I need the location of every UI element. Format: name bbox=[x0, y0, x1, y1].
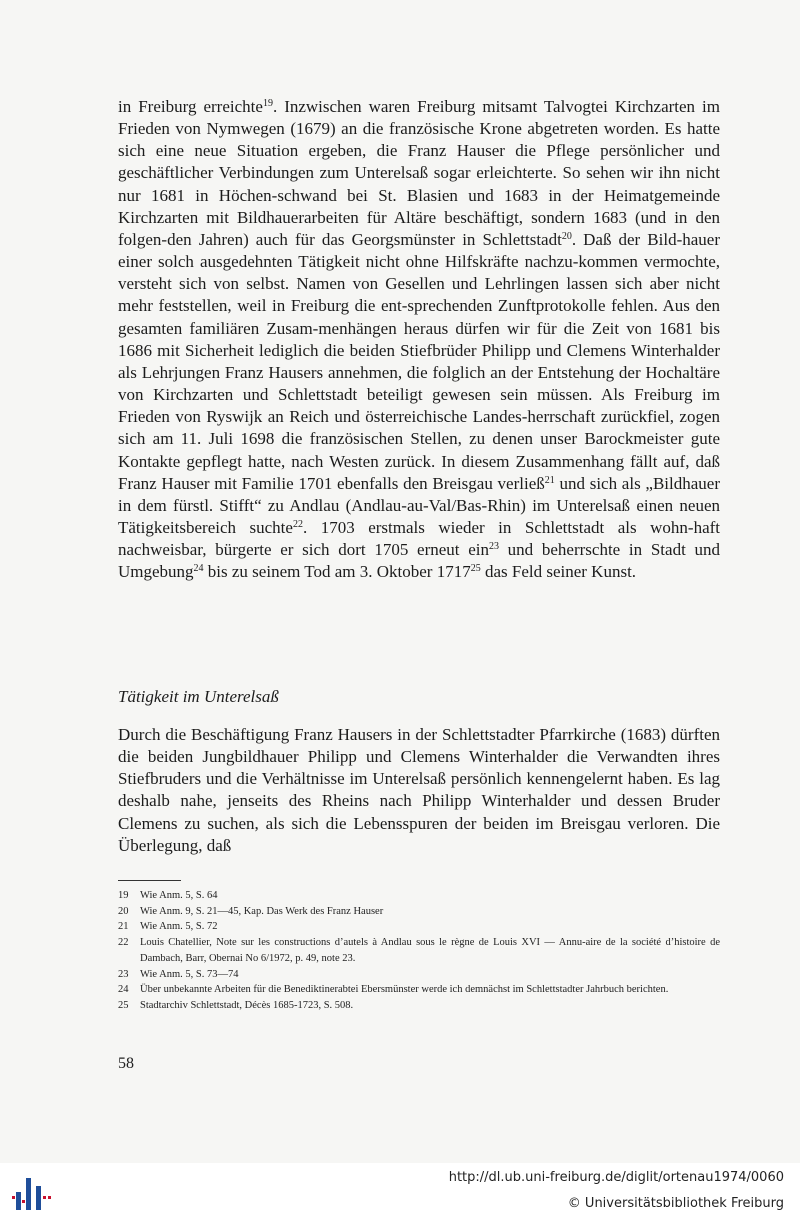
footnote-divider bbox=[118, 880, 181, 881]
body-paragraph-2: Durch die Beschäftigung Franz Hausers in der Schlettstadter Pfarrkirche (1683) dürften die beiden Jungbildhauer Philipp und Clemens Winterhalder die Verwandten ihres Stiefbruders und die Verhältnisse im Unterelsaß persönlich kennengelernt haben. Es lag deshalb nahe, jenseits des Rheins nach Philipp Winterhalder und dessen Bruder Clemens zu suchen, als sich die Lebensspuren der beiden im Breisgau verloren. Die Überlegung, daß bbox=[118, 725, 720, 855]
footnote-number: 19 bbox=[118, 890, 129, 901]
footnotes bbox=[118, 888, 720, 1014]
text-segment: bis zu seinem Tod am 3. Oktober 1717 bbox=[203, 562, 471, 582]
footnote-number: 21 bbox=[118, 921, 129, 933]
footnote-ref-25: 25 bbox=[470, 563, 481, 575]
footnote-ref-24: 24 bbox=[193, 563, 204, 575]
footnote-25 bbox=[118, 998, 720, 1014]
footnote-number: 25 bbox=[118, 999, 129, 1011]
footnote-20 bbox=[118, 904, 720, 920]
section-heading: Tätigkeit im Unterelsaß bbox=[118, 687, 279, 706]
footnote-number: 23 bbox=[118, 968, 129, 980]
text-segment: . Daß der Bild-hauer einer solch ausgedehnten Tätigkeit nicht ohne Hilfskräfte nachzu-kommen vermochte, versteht sich von selbst. Namen von Gesellen und Lehrlingen lassen sich aber nicht mehr feststellen, weil in Freiburg die ent-sprechenden Zunftprotokolle fehlen. Aus den gesamten familiären Zusam-menhängen heraus dürfen wir für die Zeit von 1681 bis 1686 mit Sicherheit lediglich die beiden Stiefbrüder Philipp und Clemens Winterhalder als Lehrjungen Franz Hausers annehmen, die folglich an der Entstehung der Hochaltäre von Kirchzarten und Schlettstadt beteiligt gewesen sein müssen. Als Freiburg im Frieden von Ryswijk an Reich und österreichische Landes-herrschaft zurückfiel, zogen sich am 11. Juli 1698 die französischen Stellen, zu denen unser Barockmeister gute Kontakte gepflegt hatte, nach Westen zurück. In diesem Zusammenhang fällt auf, daß Franz Hauser mit Familie 1701 ebenfalls den Breisgau verließ bbox=[118, 229, 720, 493]
footnote-number: 22 bbox=[118, 937, 129, 949]
footnote-text: Wie Anm. 5, S. 64 bbox=[140, 890, 218, 901]
footnote-23 bbox=[118, 967, 720, 983]
footnote-text: Wie Anm. 5, S. 73—74 bbox=[140, 968, 239, 980]
ub-freiburg-logo-icon bbox=[12, 1170, 52, 1214]
page-number: 58 bbox=[118, 1055, 134, 1072]
copyright-notice: © Universitätsbibliothek Freiburg bbox=[567, 1196, 784, 1211]
footnote-ref-22: 22 bbox=[292, 518, 303, 530]
source-url-link[interactable]: http://dl.ub.uni-freiburg.de/diglit/ortenau1974/0060 bbox=[448, 1170, 784, 1185]
text-segment: und sich als „Bildhauer in dem fürstl. Stifft“ zu Andlau (Andlau-au-Val/Bas-Rhin) im Unterelsaß einen neuen Tätigkeitsbereich suchte bbox=[118, 473, 720, 537]
footnote-text: Wie Anm. 9, S. 21—45, Kap. Das Werk des Franz Hauser bbox=[140, 905, 384, 917]
text-segment: das Feld seiner Kunst. bbox=[480, 562, 637, 582]
footnote-ref-21: 21 bbox=[544, 474, 555, 486]
footnote-22 bbox=[118, 935, 720, 966]
footnote-number: 24 bbox=[118, 984, 129, 996]
footnote-number: 20 bbox=[118, 905, 129, 917]
body-paragraph-1 bbox=[118, 96, 720, 583]
text-segment: in Freiburg erreichte bbox=[118, 97, 263, 116]
footnote-ref-19: 19 bbox=[262, 98, 273, 109]
footnote-text: Stadtarchiv Schlettstadt, Décès 1685-1723, S. 508. bbox=[140, 999, 354, 1011]
text-segment: und beherrschte in Stadt und Umgebung bbox=[118, 540, 720, 582]
footnote-ref-20: 20 bbox=[561, 230, 572, 242]
text-segment: . Inzwischen waren Freiburg mitsamt Talvogtei Kirchzarten im Frieden von Nymwegen (1679) an die französische Krone abgetreten worden. Es hatte sich eine neue Situation ergeben, die Franz Hauser die Pflege persönlicher und geschäftlicher Verbindungen zum Unterelsaß sogar erleichterte. So sehen wir ihn nicht nur 1681 in Höchen-schwand bei St. Blasien und 1683 in der Heimatgemeinde Kirchzarten mit Bildhauerarbeiten für Altäre beschäftigt, sondern 1683 (und in den folgen-den Jahren) auch für das Georgsmünster in Schlettstadt bbox=[118, 97, 721, 249]
footnote-19 bbox=[118, 888, 720, 904]
text-segment: . 1703 erstmals wieder in Schlettstadt als wohn-haft nachweisbar, bürgerte er sich dort 1705 erneut ein bbox=[118, 517, 721, 560]
footnote-text: Louis Chatellier, Note sur les constructions d’autels à Andlau sous le règne de Louis XVI — Annu-aire de la société d’histoire de Dambach, Barr, Obernai No 6/1972, p. 49, note 23. bbox=[140, 937, 720, 964]
footnote-24 bbox=[118, 982, 720, 998]
footnote-21 bbox=[118, 919, 720, 935]
footnote-text: Über unbekannte Arbeiten für die Benediktinerabtei Ebersmünster werde ich demnächst im Schlettstadter Jahrbuch berichten. bbox=[140, 984, 669, 996]
footnote-ref-23: 23 bbox=[488, 541, 499, 553]
footnote-text: Wie Anm. 5, S. 72 bbox=[140, 921, 218, 933]
